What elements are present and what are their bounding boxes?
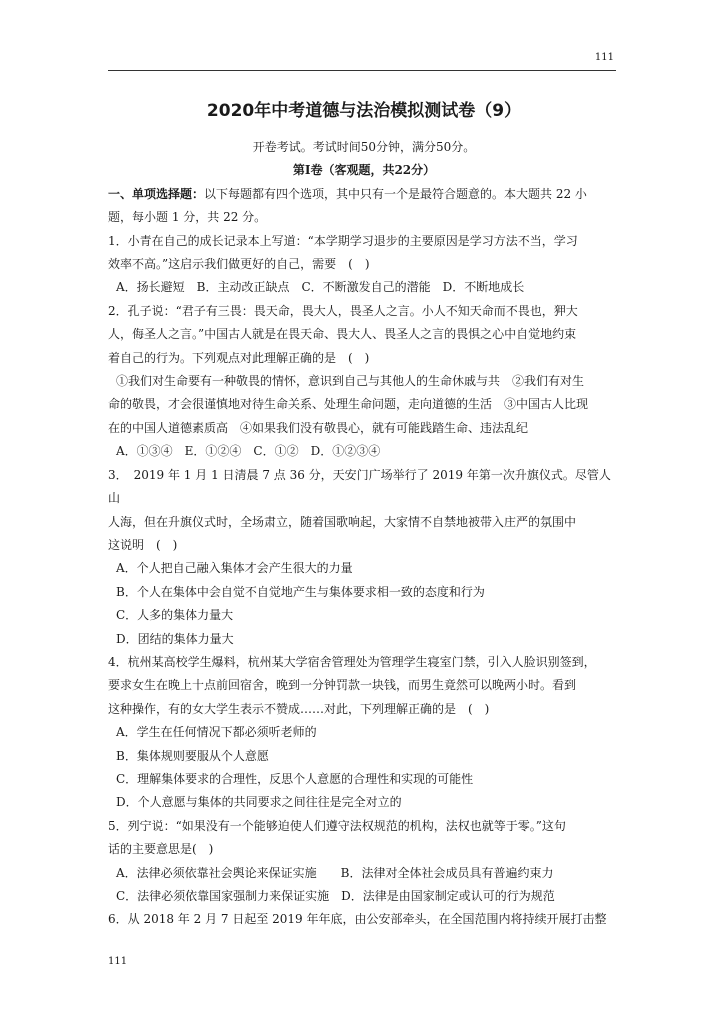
exam-title: 2020年中考道德与法治模拟测试卷（9） — [206, 101, 522, 121]
q3-line1: 3． 2019 年 1 月 1 日清晨 7 点 36 分，天安门广场举行了 2019 年第一次升旗仪式。尽管人山 — [108, 467, 611, 506]
q3-option-a: A．个人把自己融入集体才会产生很大的力量 — [116, 561, 353, 576]
q4-option-b: B．集体规则要服从个人意愿 — [116, 748, 269, 763]
q2-statements-line1: ①我们对生命要有一种敬畏的情怀，意识到自己与其他人的生命休戚与共 ②我们有对生 — [116, 374, 585, 389]
q3-option-d: D．团结的集体力量大 — [116, 631, 234, 646]
q4-line1: 4．杭州某高校学生爆料，杭州某大学宿舍管理处为管理学生寝室门禁，引入人脸识别签到， — [108, 654, 596, 669]
q6-line1: 6．从 2018 年 2 月 7 日起至 2019 年年底，由公安部牵头，在全国范围内将持续开展打击整 — [108, 912, 607, 927]
section-heading: 第Ⅰ卷（客观题，共22分） — [292, 163, 436, 178]
q5-line1: 5．列宁说：“如果没有一个能够迫使人们遵守法权规范的机构，法权也就等于零。”这句 — [108, 818, 566, 833]
q5-options-cd: C．法律必须依靠国家强制力来保证实施 D．法律是由国家制定或认可的行为规范 — [116, 889, 555, 903]
part1-heading: 一、单项选择题： — [108, 186, 205, 201]
q3-option-b: B．个人在集体中会自觉不自觉地产生与集体要求相一致的态度和行为 — [116, 584, 485, 599]
q3-line2: 人海，但在升旗仪式时，全场肃立，随着国歌响起，大家情不自禁地被带入庄严的氛围中 — [108, 514, 577, 529]
q2-options: A．①③④ E．①②④ C．①② D．①②③④ — [116, 444, 381, 459]
exam-content — [108, 92, 620, 932]
q4-option-c: C．理解集体要求的合理性，反思个人意愿的合理性和实现的可能性 — [116, 771, 474, 786]
exam-note: 开卷考试。考试时间50分钟，满分50分。 — [252, 140, 476, 154]
q5-line2: 话的主要意思是( ) — [108, 842, 214, 857]
q4-line2: 要求女生在晚上十点前回宿舍，晚到一分钟罚款一块钱，而男生竟然可以晚两小时。看到 — [108, 678, 577, 693]
q1-line2: 效率不高。”这启示我们做更好的自己，需要 ( ) — [108, 257, 370, 272]
q2-statements-line3: 在的中国人道德素质高 ④如果我们没有敬畏心，就有可能践踏生命、违法乱纪 — [108, 420, 529, 435]
q4-option-a: A．学生在任何情况下都必须听老师的 — [116, 725, 317, 740]
q1-line1: 1．小青在自己的成长记录本上写道：“本学期学习退步的主要原因是学习方法不当，学习 — [108, 233, 578, 248]
q2-line3: 着自己的行为。下列观点对此理解正确的是 ( ) — [108, 350, 370, 365]
q1-options: A．扬长避短 B．主动改正缺点 C．不断激发自己的潜能 D．不断地成长 — [116, 280, 525, 295]
q2-line2: 人，侮圣人之言。”中国古人就是在畏天命、畏大人、畏圣人之言的畏惧之心中自觉地约束 — [108, 327, 577, 342]
header-page-number: 111 — [594, 52, 614, 63]
q5-options-ab: A．法律必须依靠社会舆论来保证实施 B．法律对全体社会成员具有普遍约束力 — [116, 865, 554, 880]
q2-line1: 2．孔子说：“君子有三畏：畏天命，畏大人，畏圣人之言。小人不知天命而不畏也，狎大 — [108, 303, 578, 318]
part1-intro-text: 以下每题都有四个选项，其中只有一个是最符合题意的。本大题共 22 小 — [204, 186, 587, 201]
q4-option-d: D．个人意愿与集体的共同要求之间往往是完全对立的 — [116, 795, 402, 810]
q4-line3: 这种操作，有的女大学生表示不赞成……对此，下列理解正确的是 ( ) — [108, 701, 490, 716]
header-rule — [108, 70, 616, 71]
part1-intro-line1 — [108, 183, 620, 206]
q3-line3: 这说明 ( ) — [108, 537, 178, 552]
q3-option-c: C．人多的集体力量大 — [116, 608, 234, 623]
footer-page-number: 111 — [108, 956, 128, 967]
q2-statements-line2: 命的敬畏，才会很谨慎地对待生命关系、处理生命问题，走向道德的生活 ③中国古人比现 — [108, 397, 589, 412]
part1-intro-line2: 题，每小题 1 分，共 22 分。 — [108, 210, 267, 225]
